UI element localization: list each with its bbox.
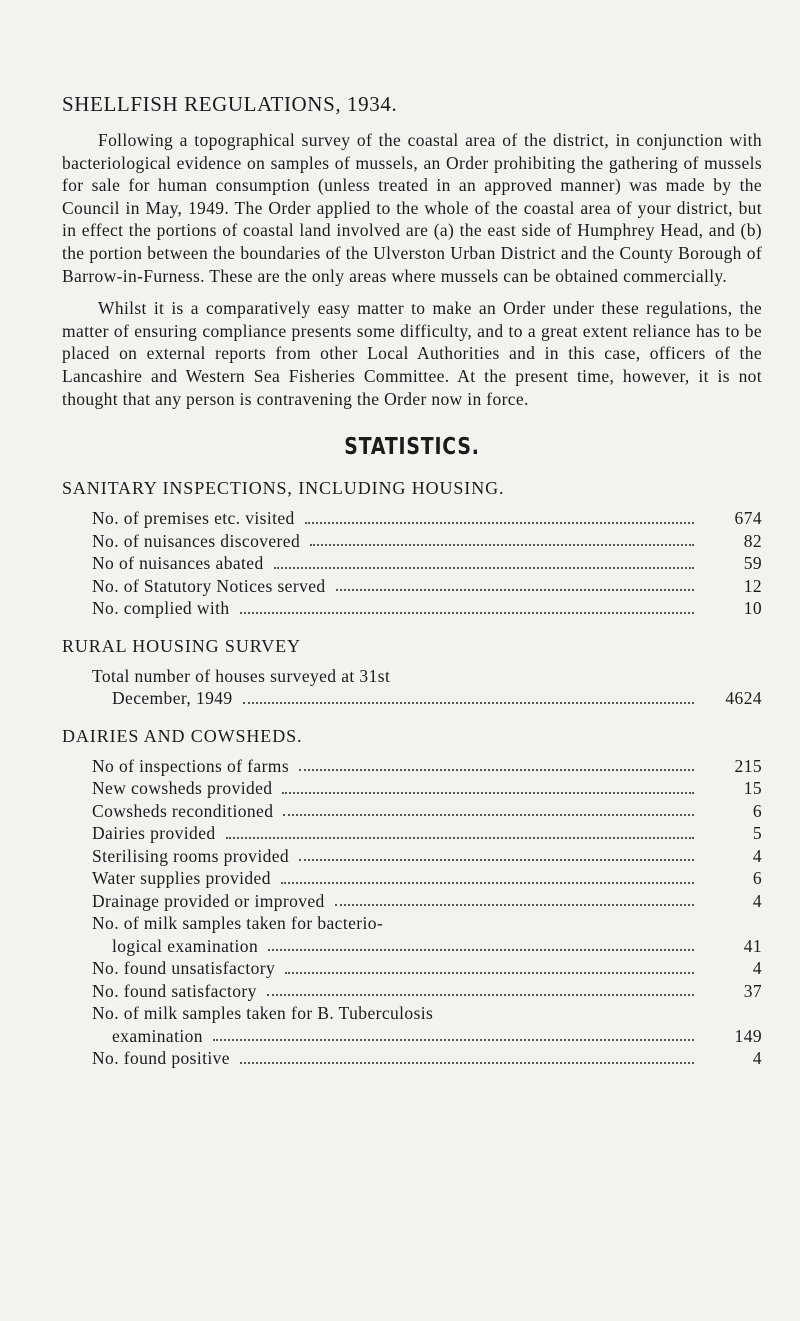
stats-row (92, 665, 762, 710)
stat-label: No. of milk samples taken for bacterio- (92, 913, 384, 934)
stat-value: 37 (743, 980, 762, 1001)
stats-list (62, 665, 762, 710)
stat-label: No of inspections of farms (92, 755, 290, 776)
leader-dots (267, 994, 694, 996)
stat-value: 4 (752, 958, 762, 979)
stats-list (62, 507, 762, 620)
stat-label: Cowsheds reconditioned (92, 800, 274, 821)
stat-value: 6 (752, 800, 762, 821)
stat-label: December, 1949 (112, 688, 233, 709)
leader-dots (299, 769, 694, 771)
leader-dots (305, 522, 694, 524)
stat-value: 10 (743, 598, 762, 619)
stat-value: 4 (752, 1048, 762, 1069)
stat-value: 5 (752, 823, 762, 844)
stats-row (92, 597, 762, 620)
section-sanitary (62, 478, 762, 620)
leader-dots (281, 882, 694, 884)
stat-value: 674 (734, 508, 762, 529)
leader-dots (226, 837, 694, 839)
stat-label: Water supplies provided (92, 868, 271, 889)
stat-label: No. found unsatisfactory (92, 958, 276, 979)
stat-label: logical examination (112, 935, 259, 956)
stat-label: Drainage provided or improved (92, 890, 325, 911)
leader-dots (240, 612, 694, 614)
stat-label: No. found positive (92, 1048, 230, 1069)
stat-value: 59 (743, 553, 762, 574)
stats-row (92, 575, 762, 598)
stats-row (92, 1002, 762, 1047)
section-rural (62, 636, 762, 710)
stat-value: 149 (734, 1025, 762, 1046)
stat-value: 15 (743, 778, 762, 799)
leader-dots (240, 1062, 694, 1064)
stat-label: Sterilising rooms provided (92, 845, 290, 866)
stats-row (92, 845, 762, 868)
leader-dots (274, 567, 694, 569)
section-title: DAIRIES AND COWSHEDS. (62, 725, 303, 746)
leader-dots (282, 792, 694, 794)
stat-label: New cowsheds provided (92, 778, 273, 799)
stats-row (92, 530, 762, 553)
stat-label: No of nuisances abated (92, 553, 264, 574)
section-title: SANITARY INSPECTIONS, INCLUDING HOUSING. (62, 478, 505, 499)
stat-label: examination (112, 1025, 203, 1046)
stat-value: 215 (734, 755, 762, 776)
leader-dots (213, 1039, 694, 1041)
stat-label: No. of milk samples taken for B. Tuberculosis (92, 1003, 434, 1024)
stat-value: 4624 (725, 688, 762, 709)
stat-value: 12 (743, 575, 762, 596)
stat-label: No. found satisfactory (92, 980, 257, 1001)
leader-dots (243, 702, 694, 704)
leader-dots (283, 814, 694, 816)
stat-value: 82 (743, 530, 762, 551)
stats-row (92, 957, 762, 980)
stat-value: 41 (743, 935, 762, 956)
leader-dots (336, 589, 694, 591)
stat-label: Dairies provided (92, 823, 216, 844)
stats-list (62, 755, 762, 1070)
stat-value: 4 (752, 845, 762, 866)
stats-row (92, 980, 762, 1003)
stats-row (92, 777, 762, 800)
section-dairies (62, 726, 762, 1070)
stats-row (92, 867, 762, 890)
stat-value: 4 (752, 890, 762, 911)
stat-label: No. of nuisances discovered (92, 530, 301, 551)
stat-label: Total number of houses surveyed at 31st (92, 665, 391, 686)
leader-dots (268, 949, 694, 951)
stats-row (92, 552, 762, 575)
paragraph-survey: Following a topographical survey of the coastal area of the district, in conjunction with bacteriological evidence on samples of mussels, an Order prohibiting the gathering of mussels for sale for human consumption (unless treated in an approved manner) was made by the Council in May, 1949. The Order applied to the whole of the coastal area of your district, but in effect the portions of coastal land involved are (a) the east side of Humphrey Head, and (b) the portion between the boundaries of the Ulverston Urban District and the County Borough of Barrow-in-Furness. These are the only areas where mussels can be obtained commercially. (62, 130, 762, 286)
leader-dots (285, 972, 694, 974)
leader-dots (335, 904, 694, 906)
stats-row (92, 1047, 762, 1070)
document-page (62, 92, 762, 1070)
section-title: RURAL HOUSING SURVEY (62, 635, 301, 656)
stat-label: No. complied with (92, 598, 230, 619)
stats-row (92, 755, 762, 778)
stat-label: No. of Statutory Notices served (92, 575, 326, 596)
section-heading-shellfish: SHELLFISH REGULATIONS, 1934. (62, 92, 398, 116)
leader-dots (299, 859, 694, 861)
stats-row (92, 890, 762, 913)
statistics-title: STATISTICS. (344, 434, 480, 461)
paragraph-compliance: Whilst it is a comparatively easy matter to make an Order under these regulations, the matter of ensuring compliance presents some difficulty, and to a great extent reliance has to be placed on external reports from other Local Authorities and in this case, officers of the Lancashire and Western Sea Fisheries Committee. At the present time, however, it is not thought that any person is contravening the Order now in force. (62, 298, 762, 409)
leader-dots (310, 544, 694, 546)
stat-value: 6 (752, 868, 762, 889)
stats-row (92, 912, 762, 957)
stat-label: No. of premises etc. visited (92, 508, 295, 529)
stats-row (92, 507, 762, 530)
stats-row (92, 822, 762, 845)
stats-row (92, 800, 762, 823)
